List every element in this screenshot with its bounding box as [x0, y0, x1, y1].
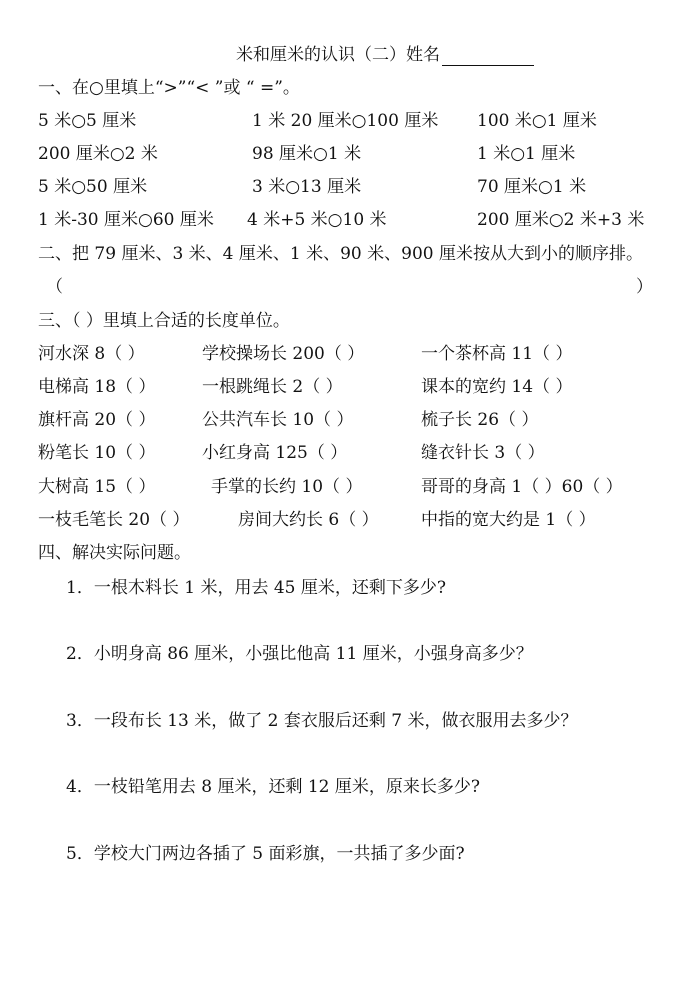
compare-item: 1 米-30 厘米○60 厘米: [38, 210, 214, 230]
unit-item: 公共汽车长 10（ ）: [202, 410, 354, 430]
unit-item: 一个茶杯高 11（ ）: [421, 344, 573, 364]
page-title: [236, 44, 534, 66]
compare-item: 3 米○13 厘米: [252, 177, 362, 197]
compare-item: 1 米 20 厘米○100 厘米: [252, 111, 439, 131]
unit-item: 旗杆高 20（ ）: [38, 410, 156, 430]
word-problem: 5．学校大门两边各插了 5 面彩旗，一共插了多少面?: [66, 844, 465, 864]
unit-item: 一枝毛笔长 20（ ）: [38, 510, 190, 530]
unit-item: 河水深 8（ ）: [38, 344, 145, 364]
unit-item: 大树高 15（ ）: [38, 477, 156, 497]
name-blank[interactable]: [442, 47, 534, 66]
unit-item: 学校操场长 200（ ）: [202, 344, 365, 364]
title-text: 米和厘米的认识（二）姓名: [236, 45, 440, 65]
unit-item: 房间大约长 6（ ）: [238, 510, 379, 530]
compare-item: 4 米+5 米○10 米: [247, 210, 387, 230]
unit-item: 手掌的长约 10（ ）: [211, 477, 363, 497]
unit-item: 哥哥的身高 1（ ）60（ ）: [421, 477, 623, 497]
section3-heading: 三、（ ）里填上合适的长度单位。: [38, 311, 290, 331]
unit-item: 梳子长 26（ ）: [421, 410, 539, 430]
unit-item: 一根跳绳长 2（ ）: [202, 377, 343, 397]
section2-heading: 二、把 79 厘米、3 米、4 厘米、1 米、90 米、900 厘米按从大到小的顺序排。: [38, 244, 643, 264]
unit-item: 小红身高 125（ ）: [202, 443, 348, 463]
right-paren: ）: [636, 277, 653, 297]
word-problem: 1．一根木料长 1 米，用去 45 厘米，还剩下多少?: [66, 578, 446, 598]
compare-item: 5 米○50 厘米: [38, 177, 148, 197]
compare-item: 70 厘米○1 米: [477, 177, 587, 197]
unit-item: 粉笔长 10（ ）: [38, 443, 156, 463]
word-problem: 3．一段布长 13 米，做了 2 套衣服后还剩 7 米，做衣服用去多少？: [66, 711, 578, 731]
unit-item: 课本的宽约 14（ ）: [421, 377, 573, 397]
compare-item: 1 米○1 厘米: [477, 144, 576, 164]
section1-heading: 一、在○里填上“>”“< ”或 “ =”。: [38, 78, 300, 98]
compare-item: 98 厘米○1 米: [252, 144, 362, 164]
left-paren: （: [46, 277, 63, 297]
compare-item: 5 米○5 厘米: [38, 111, 137, 131]
compare-item: 200 厘米○2 米: [38, 144, 158, 164]
unit-item: 缝衣针长 3（ ）: [421, 443, 545, 463]
word-problem: 2．小明身高 86 厘米，小强比他高 11 厘米，小强身高多少？: [66, 644, 533, 664]
section4-heading: 四、解决实际问题。: [38, 543, 191, 563]
compare-item: 100 米○1 厘米: [477, 111, 597, 131]
unit-item: 电梯高 18（ ）: [38, 377, 156, 397]
word-problem: 4．一枝铅笔用去 8 厘米，还剩 12 厘米，原来长多少?: [66, 777, 480, 797]
compare-item: 200 厘米○2 米+3 米: [477, 210, 645, 230]
unit-item: 中指的宽大约是 1（ ）: [421, 510, 596, 530]
